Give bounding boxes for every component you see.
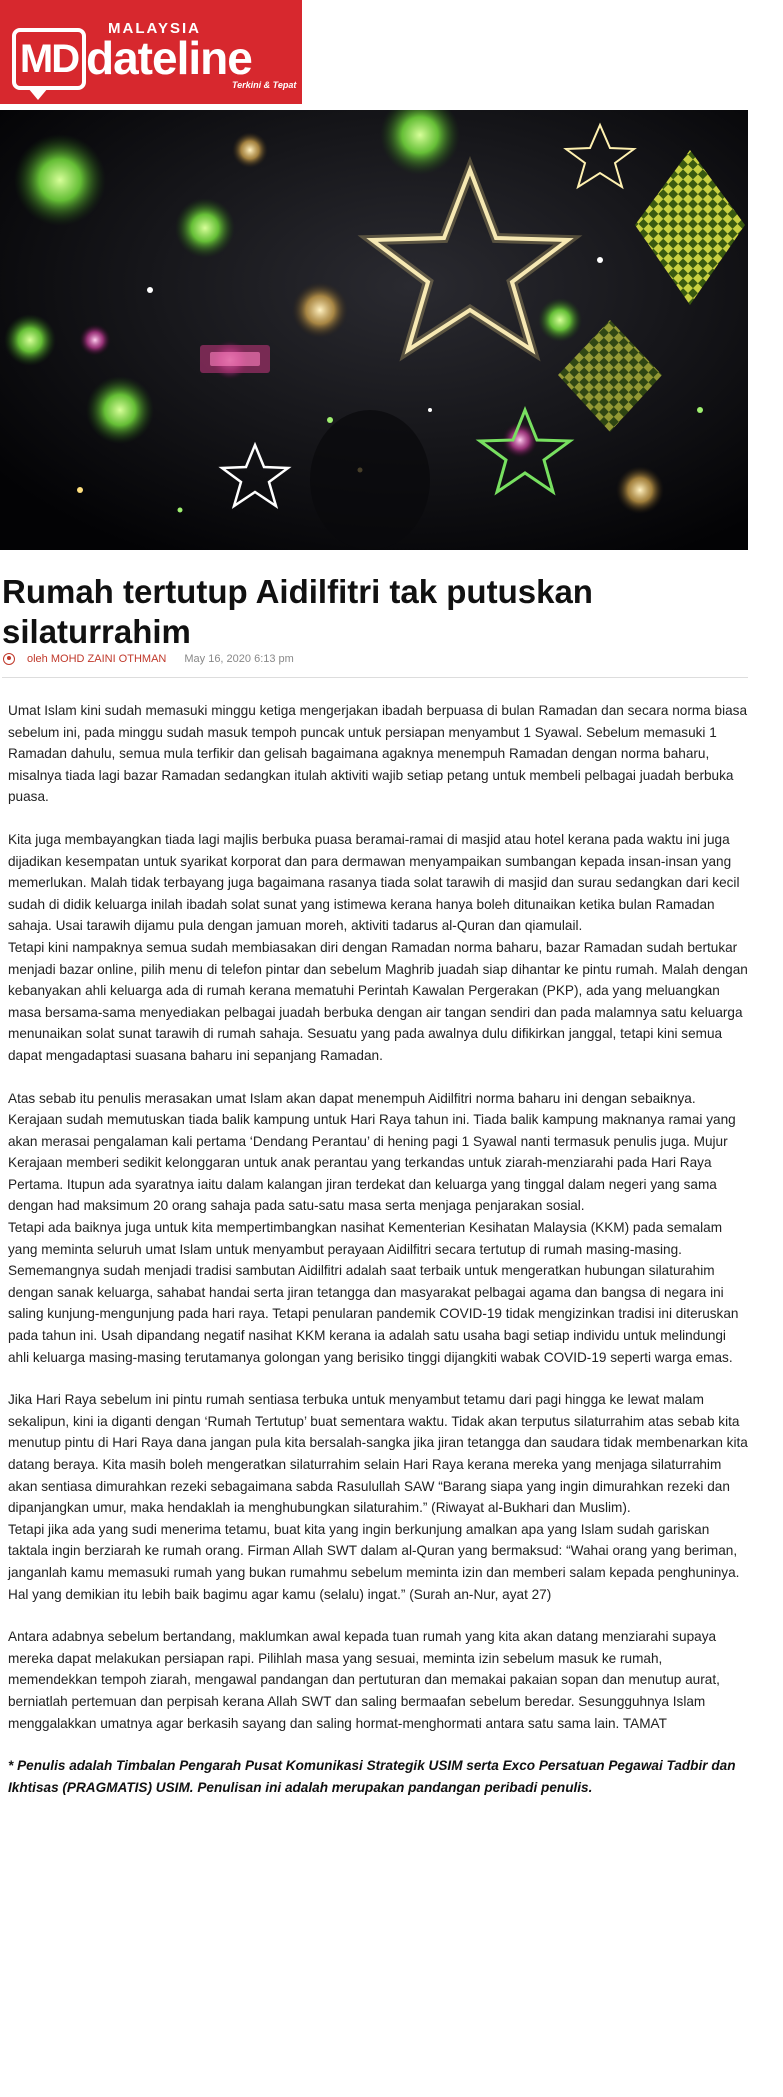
title-divider — [2, 677, 748, 678]
author-link[interactable]: oleh MOHD ZAINI OTHMAN — [27, 653, 167, 665]
site-logo[interactable] — [0, 0, 302, 104]
paragraph: Jika Hari Raya sebelum ini pintu rumah sentiasa terbuka untuk menyambut tetamu dari pagi hingga ke lewat malam sekalipun, kini ia diganti dengan ‘Rumah Tertutup’ buat sementara waktu. Tidak akan terputus silaturrahim atas sebab kita menutup pintu di Hari Raya dana jangan pula kita bersalah-sangka jika jiran tetangga dan saudara tidak membenarkan kita datang beraya. Kita masih boleh mengeratkan silaturrahim selain Hari Raya kerana mereka yang menjaga silaturrahim akan sentiasa dimurahkan rezeki sebagaimana sabda Rasulullah SAW “Barang siapa yang ingin dimurahkan rezeki dan dipanjangkan umur, maka hendaklah ia menghubungkan silaturahim.” (Riwayat al-Bukhari dan Muslim). — [8, 1392, 748, 1516]
paragraph: Tetapi ada baiknya juga untuk kita mempertimbangkan nasihat Kementerian Kesihatan Malaysia (KKM) pada semalam yang meminta seluruh umat Islam untuk menyambut perayaan Aidilfitri secara tertutup di rumah masing-masing. Sememangnya sudah menjadi tradisi sambutan Aidilfitri adalah saat terbaik untuk mengeratkan hubungan silaturahim dengan sanak keluarga, sahabat handai serta jiran tetangga dan masyarakat pelbagai agama dan bangsa di negara ini saling kunjung-mengunjung pada hari raya. Tetapi penularan pandemik COVID-19 tidak mengizinkan tradisi ini diteruskan pada tahun ini. Usah dipandang negatif nasihat KKM kerana ia adalah satu usaha bagi setiap individu untuk melindungi ahli keluarga masing-masing terutamanya golongan yang berisiko tinggi dijangkiti wabak COVID-19 seperti warga emas. — [8, 1220, 739, 1365]
author-icon — [3, 653, 15, 665]
logo-md-badge: MD — [12, 28, 86, 90]
paragraph: Kita juga membayangkan tiada lagi majlis berbuka puasa beramai-ramai di masjid atau hotel kerana pada waktu ini juga dijadikan kesempatan untuk syarikat korporat dan para dermawan menyampaikan sumbangan kepada insan-insan yang memerlukan. Malah tidak terbayang juga bagaimana rasanya tiada solat tarawih di masjid dan surau sedangkan dari kecil sudah di didik keluarga inilah ibadah solat sunat yang istimewa kerana hanya boleh ditunaikan ketika bulan Ramadan sahaja. Usai tarawih dijamu pula dengan jamuan moreh, aktiviti tadarus al-Quran dan qiamulail. — [8, 831, 740, 934]
logo-tagline: Terkini & Tepat — [232, 80, 297, 90]
hero-image — [0, 110, 748, 550]
logo-brand: dateline — [86, 32, 252, 84]
publish-date: May 16, 2020 6:13 pm — [184, 653, 294, 665]
logo-country: MALAYSIA — [108, 20, 201, 37]
paragraph: Antara adabnya sebelum bertandang, maklumkan awal kepada tuan rumah yang kita akan datang menziarahi supaya mereka dapat melakukan persiapan rapi. Pilihlah masa yang sesuai, meminta izin sebelum masuk ke rumah, memendekkan tempoh ziarah, mengawal pandangan dan pertuturan dan memakai pakaian sopan dan menutup aurat, berniatlah pertemuan dan perpisah kerana Allah SWT dan saling bermaafan sebelum beredar. Sesungguhnya Islam menggalakkan umatnya agar berkasih sayang dan saling hormat-menghormati antara satu sama lain. TAMAT — [8, 1629, 720, 1731]
article-title: Rumah tertutup Aidilfitri tak putuskan silaturrahim — [2, 573, 593, 650]
article-body — [8, 700, 748, 1798]
byline — [2, 653, 294, 665]
paragraph: Tetapi kini nampaknya semua sudah membiasakan diri dengan Ramadan norma baharu, bazar Ramadan sudah bertukar menjadi bazar online, pilih menu di telefon pintar dan sebelum Maghrib juadah siap dihantar ke pintu rumah. Malah dengan kebanyakan ahli keluarga ada di rumah kerana mematuhi Perintah Kawalan Pergerakan (PKP), ada yang meluangkan masa bersama-sama menyediakan pelbagai juadah berbuka dengan air tangan sendiri dan pada malamnya satu keluarga menunaikan solat sunat tarawih di rumah sahaja. Sesuatu yang pada awalnya dulu difikirkan janggal, tetapi kini semua dapat mengadaptasi suasana baharu ini sepanjang Ramadan. — [8, 939, 748, 1063]
author-footnote: * Penulis adalah Timbalan Pengarah Pusat Komunikasi Strategik USIM serta Exco Persatuan Pegawai Tadbir dan Ikhtisas (PRAGMATIS) USIM. Penulisan ini adalah merupakan pandangan peribadi penulis. — [8, 1758, 736, 1795]
paragraph: Umat Islam kini sudah memasuki minggu ketiga mengerjakan ibadah berpuasa di bulan Ramadan dan secara norma biasa sebelum ini, pada minggu sudah masuk tempoh puncak untuk persiapan menyambut 1 Syawal. Sebelum memasuki 1 Ramadan dahulu, semua mula terfikir dan gelisah bagaimana agaknya menempuh Ramadan dengan norma baharu, misalnya tiada lagi bazar Ramadan sedangkan itulah aktiviti wajib setiap petang untuk membeli pelbagai juadah berbuka puasa. — [8, 703, 748, 805]
festive-lights-photo — [0, 110, 748, 550]
paragraph: Tetapi jika ada yang sudi menerima tetamu, buat kita yang ingin berkunjung amalkan apa yang Islam sudah gariskan taktala ingin berziarah ke rumah orang. Firman Allah SWT dalam al-Quran yang bermaksud: “Wahai orang yang beriman, janganlah kamu memasuki rumah yang bukan rumahmu sebelum meminta izin dan memberi salam kepada penghuninya. Hal yang demikian itu lebih baik bagimu agar kamu (selalu) ingat.” (Surah an-Nur, ayat 27) — [8, 1521, 740, 1602]
paragraph: Atas sebab itu penulis merasakan umat Islam akan dapat menempuh Aidilfitri norma baharu ini dengan sebaiknya. Kerajaan sudah memutuskan tiada balik kampung untuk Hari Raya tahun ini. Tiada balik kampung maknanya ramai yang akan merasai pengalaman kali pertama ‘Dendang Perantau’ di hening pagi 1 Syawal nanti termasuk penulis juga. Mujur Kerajaan memberi sedikit kelonggaran untuk anak perantau yang terkandas untuk ziarah-menziarahi pada Hari Raya Pertama. Itupun ada syaratnya iaitu dalam kalangan jiran terdekat dan keluarga yang tinggal dalam negeri yang sama dengan had maksimum 20 orang sahaja pada satu-satu masa serta menjaga penjarakan sosial. — [8, 1090, 736, 1214]
